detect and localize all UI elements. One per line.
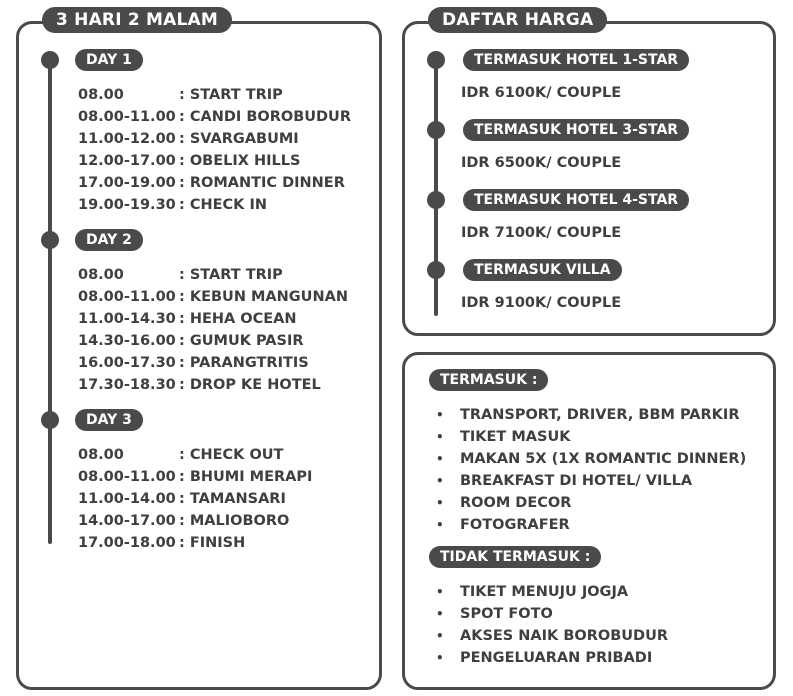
schedule-time: 08.00: [78, 87, 124, 103]
bullet-icon: •: [436, 607, 444, 621]
bullet-icon: •: [436, 651, 444, 665]
day-1-schedule: [78, 84, 351, 216]
schedule-row: [78, 194, 351, 216]
schedule-row: [78, 374, 348, 396]
bullet-icon: •: [436, 452, 444, 466]
schedule-time: 17.00-18.00: [78, 535, 176, 551]
schedule-row: [78, 106, 351, 128]
schedule-activity: : START TRIP: [179, 87, 283, 103]
price-option-4-value: IDR 9100K/ COUPLE: [461, 295, 622, 311]
price-option-1-value: IDR 6100K/ COUPLE: [461, 85, 622, 101]
price-option-2-value: IDR 6500K/ COUPLE: [461, 155, 622, 171]
schedule-row: [78, 352, 348, 374]
schedule-activity: : SVARGABUMI: [179, 131, 299, 147]
bullet-icon: •: [436, 408, 444, 422]
list-item-text: FOTOGRAFER: [460, 517, 570, 533]
price-option-3-marker: [427, 191, 445, 209]
schedule-activity: : BHUMI MERAPI: [179, 469, 313, 485]
schedule-row: [78, 308, 348, 330]
schedule-time: 14.30-16.00: [78, 333, 176, 349]
schedule-row: [78, 444, 312, 466]
schedule-time: 11.00-12.00: [78, 131, 176, 147]
day-3-schedule: [78, 444, 312, 554]
list-item: [436, 647, 668, 669]
schedule-time: 14.00-17.00: [78, 513, 176, 529]
day-3-marker: [41, 411, 59, 429]
price-option-1-marker: [427, 51, 445, 69]
price-option-2-label: TERMASUK HOTEL 3-STAR: [463, 119, 689, 141]
bullet-icon: •: [436, 496, 444, 510]
list-item-text: TIKET MASUK: [460, 429, 571, 445]
day-2-label: DAY 2: [75, 229, 143, 251]
list-item: [436, 603, 668, 625]
schedule-time: 19.00-19.30: [78, 197, 176, 213]
list-item: [436, 404, 746, 426]
list-item: [436, 514, 746, 536]
schedule-activity: : DROP KE HOTEL: [179, 377, 321, 393]
schedule-time: 08.00: [78, 447, 124, 463]
schedule-time: 08.00-11.00: [78, 289, 176, 305]
schedule-time: 12.00-17.00: [78, 153, 176, 169]
schedule-activity: : FINISH: [179, 535, 246, 551]
schedule-time: 08.00-11.00: [78, 469, 176, 485]
list-item-text: BREAKFAST DI HOTEL/ VILLA: [460, 473, 693, 489]
schedule-row: [78, 286, 348, 308]
bullet-icon: •: [436, 474, 444, 488]
schedule-activity: : OBELIX HILLS: [179, 153, 301, 169]
schedule-activity: : CANDI BOROBUDUR: [179, 109, 351, 125]
list-item: [436, 581, 668, 603]
schedule-time: 11.00-14.30: [78, 311, 176, 327]
schedule-row: [78, 150, 351, 172]
list-item: [436, 625, 668, 647]
schedule-time: 17.00-19.00: [78, 175, 176, 191]
schedule-row: [78, 84, 351, 106]
schedule-row: [78, 532, 312, 554]
list-item: [436, 426, 746, 448]
schedule-row: [78, 510, 312, 532]
schedule-time: 17.30-18.30: [78, 377, 176, 393]
schedule-activity: : CHECK IN: [179, 197, 267, 213]
schedule-row: [78, 488, 312, 510]
price-title: DAFTAR HARGA: [428, 7, 607, 33]
price-option-3-value: IDR 7100K/ COUPLE: [461, 225, 622, 241]
schedule-activity: : MALIOBORO: [179, 513, 290, 529]
schedule-activity: : GUMUK PASIR: [179, 333, 304, 349]
bullet-icon: •: [436, 430, 444, 444]
list-item-text: SPOT FOTO: [460, 606, 553, 622]
excludes-title: TIDAK TERMASUK :: [429, 546, 601, 568]
price-option-1-label: TERMASUK HOTEL 1-STAR: [463, 49, 689, 71]
list-item: [436, 470, 746, 492]
schedule-row: [78, 466, 312, 488]
price-option-4-marker: [427, 261, 445, 279]
list-item-text: TRANSPORT, DRIVER, BBM PARKIR: [460, 407, 740, 423]
day-2-marker: [41, 231, 59, 249]
schedule-row: [78, 264, 348, 286]
schedule-activity: : START TRIP: [179, 267, 283, 283]
schedule-row: [78, 330, 348, 352]
schedule-activity: : KEBUN MANGUNAN: [179, 289, 348, 305]
list-item-text: AKSES NAIK BOROBUDUR: [460, 628, 669, 644]
schedule-time: 16.00-17.30: [78, 355, 176, 371]
day-3-label: DAY 3: [75, 409, 143, 431]
itinerary-timeline: [48, 60, 52, 544]
schedule-activity: : ROMANTIC DINNER: [179, 175, 345, 191]
price-option-3-label: TERMASUK HOTEL 4-STAR: [463, 189, 689, 211]
includes-title: TERMASUK :: [429, 369, 548, 391]
day-2-schedule: [78, 264, 348, 396]
day-1-marker: [41, 51, 59, 69]
schedule-activity: : TAMANSARI: [179, 491, 286, 507]
excludes-list: [436, 581, 668, 669]
schedule-activity: : CHECK OUT: [179, 447, 284, 463]
day-1-label: DAY 1: [75, 49, 143, 71]
bullet-icon: •: [436, 629, 444, 643]
list-item-text: ROOM DECOR: [460, 495, 572, 511]
price-option-2-marker: [427, 121, 445, 139]
schedule-time: 08.00: [78, 267, 124, 283]
list-item: [436, 448, 746, 470]
schedule-time: 11.00-14.00: [78, 491, 176, 507]
price-option-4-label: TERMASUK VILLA: [463, 259, 622, 281]
schedule-row: [78, 172, 351, 194]
schedule-activity: : HEHA OCEAN: [179, 311, 297, 327]
schedule-activity: : PARANGTRITIS: [179, 355, 309, 371]
itinerary-title: 3 HARI 2 MALAM: [42, 7, 232, 33]
schedule-row: [78, 128, 351, 150]
list-item: [436, 492, 746, 514]
schedule-time: 08.00-11.00: [78, 109, 176, 125]
bullet-icon: •: [436, 518, 444, 532]
list-item-text: TIKET MENUJU JOGJA: [460, 584, 629, 600]
bullet-icon: •: [436, 585, 444, 599]
includes-list: [436, 404, 746, 536]
list-item-text: MAKAN 5X (1X ROMANTIC DINNER): [460, 451, 747, 467]
list-item-text: PENGELUARAN PRIBADI: [460, 650, 653, 666]
